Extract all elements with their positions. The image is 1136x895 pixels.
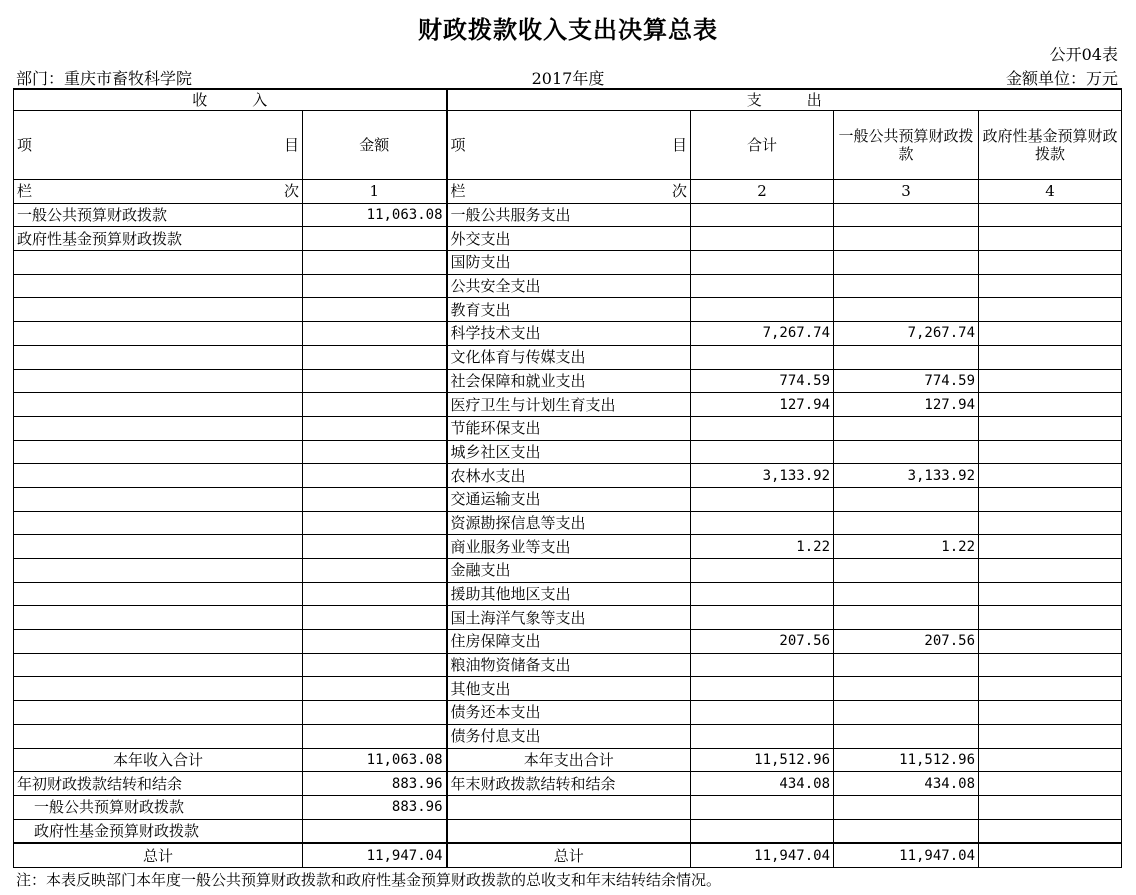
grand-income-label: 总计 bbox=[14, 843, 303, 867]
general-budget-amount bbox=[834, 487, 979, 511]
expense-item: 债务还本支出 bbox=[447, 701, 691, 725]
empty-cell bbox=[691, 819, 834, 843]
table-row bbox=[14, 345, 1122, 369]
index-label-a: 栏 bbox=[17, 182, 33, 201]
end-carryover-total: 434.08 bbox=[691, 772, 834, 796]
income-item bbox=[14, 464, 303, 488]
begin-fund-row bbox=[14, 819, 1122, 843]
fund-budget-amount bbox=[979, 559, 1122, 583]
fund-budget-amount bbox=[979, 606, 1122, 630]
fund-budget-amount bbox=[979, 369, 1122, 393]
table-row bbox=[14, 416, 1122, 440]
expense-item: 公共安全支出 bbox=[447, 274, 691, 298]
income-item bbox=[14, 582, 303, 606]
expense-item: 金融支出 bbox=[447, 559, 691, 583]
income-amount bbox=[303, 677, 447, 701]
general-budget-amount: 207.56 bbox=[834, 630, 979, 654]
table-row bbox=[14, 535, 1122, 559]
general-budget-amount bbox=[834, 298, 979, 322]
income-index-label bbox=[14, 180, 303, 204]
general-budget-amount: 3,133.92 bbox=[834, 464, 979, 488]
empty-cell bbox=[979, 819, 1122, 843]
expense-item: 教育支出 bbox=[447, 298, 691, 322]
empty-cell bbox=[834, 819, 979, 843]
expense-item: 粮油物资储备支出 bbox=[447, 653, 691, 677]
expense-item: 医疗卫生与计划生育支出 bbox=[447, 393, 691, 417]
footnote: 注：本表反映部门本年度一般公共预算财政拨款和政府性基金预算财政拨款的总收支和年末结转结余情况。 bbox=[16, 871, 722, 889]
table-row bbox=[14, 464, 1122, 488]
income-item bbox=[14, 416, 303, 440]
income-item bbox=[14, 606, 303, 630]
expense-item: 科学技术支出 bbox=[447, 322, 691, 346]
table-row bbox=[14, 630, 1122, 654]
grand-expense-total: 11,947.04 bbox=[691, 843, 834, 867]
report-title: 财政拨款收入支出决算总表 bbox=[418, 16, 718, 44]
carryover-row bbox=[14, 772, 1122, 796]
income-amount bbox=[303, 582, 447, 606]
column-header-row bbox=[14, 111, 1122, 180]
fund-budget-amount bbox=[979, 677, 1122, 701]
income-item bbox=[14, 251, 303, 275]
year-expense-total: 11,512.96 bbox=[691, 748, 834, 772]
table-row bbox=[14, 298, 1122, 322]
general-budget-amount bbox=[834, 416, 979, 440]
general-budget-amount: 7,267.74 bbox=[834, 322, 979, 346]
table-row bbox=[14, 701, 1122, 725]
year-expense-label: 本年支出合计 bbox=[447, 748, 691, 772]
grand-expense-general: 11,947.04 bbox=[834, 843, 979, 867]
expense-total bbox=[691, 203, 834, 227]
fund-budget-amount bbox=[979, 511, 1122, 535]
begin-fund-label: 政府性基金预算财政拨款 bbox=[14, 819, 303, 843]
income-amount bbox=[303, 227, 447, 251]
income-item bbox=[14, 298, 303, 322]
data-rows bbox=[14, 203, 1122, 748]
general-budget-amount bbox=[834, 251, 979, 275]
fund-budget-amount bbox=[979, 322, 1122, 346]
income-amount bbox=[303, 440, 447, 464]
expense-item: 商业服务业等支出 bbox=[447, 535, 691, 559]
income-item bbox=[14, 535, 303, 559]
income-item bbox=[14, 511, 303, 535]
fund-budget-amount bbox=[979, 227, 1122, 251]
table-row bbox=[14, 677, 1122, 701]
fund-budget-amount bbox=[979, 487, 1122, 511]
income-amount bbox=[303, 487, 447, 511]
section-header-row bbox=[14, 89, 1122, 111]
income-item bbox=[14, 322, 303, 346]
income-amount bbox=[303, 251, 447, 275]
income-item bbox=[14, 369, 303, 393]
income-amount bbox=[303, 653, 447, 677]
expense-total: 207.56 bbox=[691, 630, 834, 654]
table-row bbox=[14, 606, 1122, 630]
income-amount bbox=[303, 724, 447, 748]
year-total-row bbox=[14, 748, 1122, 772]
income-amount bbox=[303, 416, 447, 440]
income-item bbox=[14, 701, 303, 725]
table-row bbox=[14, 559, 1122, 583]
fund-budget-amount bbox=[979, 393, 1122, 417]
end-carryover-fund bbox=[979, 772, 1122, 796]
index-label-a: 栏 bbox=[450, 182, 466, 201]
table-row bbox=[14, 251, 1122, 275]
general-budget-amount bbox=[834, 724, 979, 748]
general-budget-amount bbox=[834, 606, 979, 630]
expense-total: 7,267.74 bbox=[691, 322, 834, 346]
income-amount bbox=[303, 606, 447, 630]
table-row bbox=[14, 724, 1122, 748]
table-row bbox=[14, 203, 1122, 227]
empty-cell bbox=[447, 819, 691, 843]
expense-total bbox=[691, 677, 834, 701]
grand-expense-label: 总计 bbox=[447, 843, 691, 867]
income-item-header bbox=[14, 111, 303, 180]
grand-expense-fund bbox=[979, 843, 1122, 867]
income-item-header-right: 目 bbox=[283, 136, 299, 154]
expense-total bbox=[691, 582, 834, 606]
empty-cell bbox=[447, 795, 691, 819]
income-amount bbox=[303, 298, 447, 322]
general-budget-amount bbox=[834, 203, 979, 227]
begin-carryover-label: 年初财政拨款结转和结余 bbox=[14, 772, 303, 796]
expense-item: 其他支出 bbox=[447, 677, 691, 701]
income-item bbox=[14, 393, 303, 417]
index-4: 4 bbox=[979, 180, 1122, 204]
expense-item: 城乡社区支出 bbox=[447, 440, 691, 464]
expense-item: 交通运输支出 bbox=[447, 487, 691, 511]
fund-budget-amount bbox=[979, 416, 1122, 440]
index-1: 1 bbox=[303, 180, 447, 204]
table-row bbox=[14, 393, 1122, 417]
income-item bbox=[14, 345, 303, 369]
fund-budget-amount bbox=[979, 440, 1122, 464]
index-3: 3 bbox=[834, 180, 979, 204]
income-item bbox=[14, 677, 303, 701]
table-row bbox=[14, 274, 1122, 298]
expense-total-header: 合计 bbox=[691, 111, 834, 180]
fund-budget-amount bbox=[979, 701, 1122, 725]
begin-carryover-amount: 883.96 bbox=[303, 772, 447, 796]
income-amount bbox=[303, 345, 447, 369]
expense-index-label bbox=[447, 180, 691, 204]
table-row bbox=[14, 369, 1122, 393]
income-item bbox=[14, 724, 303, 748]
end-carryover-general: 434.08 bbox=[834, 772, 979, 796]
year-expense-fund bbox=[979, 748, 1122, 772]
expense-total bbox=[691, 274, 834, 298]
income-amount bbox=[303, 274, 447, 298]
income-amount bbox=[303, 535, 447, 559]
income-item bbox=[14, 487, 303, 511]
fund-budget-amount bbox=[979, 630, 1122, 654]
expense-total: 127.94 bbox=[691, 393, 834, 417]
income-item bbox=[14, 274, 303, 298]
income-amount bbox=[303, 322, 447, 346]
income-amount bbox=[303, 393, 447, 417]
expense-item-header-left: 项 bbox=[450, 136, 466, 154]
table-row bbox=[14, 653, 1122, 677]
fund-budget-amount bbox=[979, 274, 1122, 298]
general-budget-amount bbox=[834, 559, 979, 583]
expense-total bbox=[691, 440, 834, 464]
income-item: 政府性基金预算财政拨款 bbox=[14, 227, 303, 251]
general-budget-amount bbox=[834, 677, 979, 701]
general-budget-amount bbox=[834, 345, 979, 369]
expense-item: 外交支出 bbox=[447, 227, 691, 251]
end-carryover-label: 年末财政拨款结转和结余 bbox=[447, 772, 691, 796]
table-row bbox=[14, 322, 1122, 346]
expense-total: 774.59 bbox=[691, 369, 834, 393]
expense-total bbox=[691, 559, 834, 583]
expense-total bbox=[691, 653, 834, 677]
expense-total bbox=[691, 298, 834, 322]
income-item-header-left: 项 bbox=[17, 136, 33, 154]
table-row bbox=[14, 511, 1122, 535]
expense-item: 住房保障支出 bbox=[447, 630, 691, 654]
fund-budget-amount bbox=[979, 464, 1122, 488]
general-budget-amount bbox=[834, 274, 979, 298]
index-2: 2 bbox=[691, 180, 834, 204]
fund-budget-amount bbox=[979, 582, 1122, 606]
empty-cell bbox=[979, 795, 1122, 819]
index-label-b: 次 bbox=[671, 182, 687, 201]
income-amount bbox=[303, 630, 447, 654]
index-label-b: 次 bbox=[283, 182, 299, 201]
expense-total bbox=[691, 724, 834, 748]
general-budget-amount bbox=[834, 440, 979, 464]
expense-item: 社会保障和就业支出 bbox=[447, 369, 691, 393]
income-item bbox=[14, 653, 303, 677]
general-budget-amount bbox=[834, 582, 979, 606]
general-budget-amount: 1.22 bbox=[834, 535, 979, 559]
fund-budget-amount bbox=[979, 203, 1122, 227]
expense-total bbox=[691, 511, 834, 535]
general-budget-amount bbox=[834, 511, 979, 535]
income-section-header: 收 入 bbox=[14, 89, 447, 111]
expense-item-header bbox=[447, 111, 691, 180]
expense-total bbox=[691, 227, 834, 251]
general-budget-amount: 127.94 bbox=[834, 393, 979, 417]
expense-item: 资源勘探信息等支出 bbox=[447, 511, 691, 535]
table-row bbox=[14, 582, 1122, 606]
income-item bbox=[14, 559, 303, 583]
income-amount bbox=[303, 559, 447, 583]
expense-item-header-right: 目 bbox=[671, 136, 687, 154]
fund-budget-amount bbox=[979, 345, 1122, 369]
general-budget-amount bbox=[834, 653, 979, 677]
expense-total bbox=[691, 251, 834, 275]
expense-total bbox=[691, 416, 834, 440]
expense-item: 文化体育与传媒支出 bbox=[447, 345, 691, 369]
expense-section-header: 支 出 bbox=[447, 89, 1122, 111]
begin-fund-amount bbox=[303, 819, 447, 843]
income-amount bbox=[303, 511, 447, 535]
fund-budget-amount bbox=[979, 298, 1122, 322]
grand-income-amount: 11,947.04 bbox=[303, 843, 447, 867]
table-row bbox=[14, 227, 1122, 251]
income-amount bbox=[303, 464, 447, 488]
fiscal-year: 2017年度 bbox=[531, 69, 605, 88]
general-budget-amount bbox=[834, 227, 979, 251]
department-label: 部门：重庆市畜牧科学院 bbox=[16, 69, 193, 88]
income-amount-header: 金额 bbox=[303, 111, 447, 180]
empty-cell bbox=[834, 795, 979, 819]
income-item bbox=[14, 630, 303, 654]
income-amount bbox=[303, 701, 447, 725]
begin-general-amount: 883.96 bbox=[303, 795, 447, 819]
expense-total bbox=[691, 487, 834, 511]
fund-budget-amount bbox=[979, 724, 1122, 748]
fund-budget-amount bbox=[979, 653, 1122, 677]
general-budget-header: 一般公共预算财政拨款 bbox=[834, 111, 979, 180]
fund-budget-amount bbox=[979, 251, 1122, 275]
fund-budget-header: 政府性基金预算财政拨款 bbox=[979, 111, 1122, 180]
amount-unit: 金额单位：万元 bbox=[1005, 69, 1118, 88]
column-index-row bbox=[14, 180, 1122, 204]
expense-total: 1.22 bbox=[691, 535, 834, 559]
expense-total bbox=[691, 606, 834, 630]
year-income-amount: 11,063.08 bbox=[303, 748, 447, 772]
table-row bbox=[14, 440, 1122, 464]
finance-summary-table bbox=[13, 88, 1122, 868]
year-expense-general: 11,512.96 bbox=[834, 748, 979, 772]
begin-general-row bbox=[14, 795, 1122, 819]
form-code: 公开04表 bbox=[1049, 45, 1118, 64]
table-row bbox=[14, 487, 1122, 511]
general-budget-amount bbox=[834, 701, 979, 725]
expense-item: 援助其他地区支出 bbox=[447, 582, 691, 606]
grand-total-row bbox=[14, 843, 1122, 867]
general-budget-amount: 774.59 bbox=[834, 369, 979, 393]
expense-total bbox=[691, 345, 834, 369]
summary-rows bbox=[14, 748, 1122, 867]
expense-item: 债务付息支出 bbox=[447, 724, 691, 748]
expense-item: 农林水支出 bbox=[447, 464, 691, 488]
year-income-label: 本年收入合计 bbox=[14, 748, 303, 772]
table-body bbox=[14, 89, 1122, 203]
expense-item: 一般公共服务支出 bbox=[447, 203, 691, 227]
income-amount: 11,063.08 bbox=[303, 203, 447, 227]
income-amount bbox=[303, 369, 447, 393]
begin-general-label: 一般公共预算财政拨款 bbox=[14, 795, 303, 819]
income-item bbox=[14, 440, 303, 464]
income-item: 一般公共预算财政拨款 bbox=[14, 203, 303, 227]
expense-total bbox=[691, 701, 834, 725]
empty-cell bbox=[691, 795, 834, 819]
expense-total: 3,133.92 bbox=[691, 464, 834, 488]
fund-budget-amount bbox=[979, 535, 1122, 559]
expense-item: 国防支出 bbox=[447, 251, 691, 275]
expense-item: 节能环保支出 bbox=[447, 416, 691, 440]
expense-item: 国土海洋气象等支出 bbox=[447, 606, 691, 630]
